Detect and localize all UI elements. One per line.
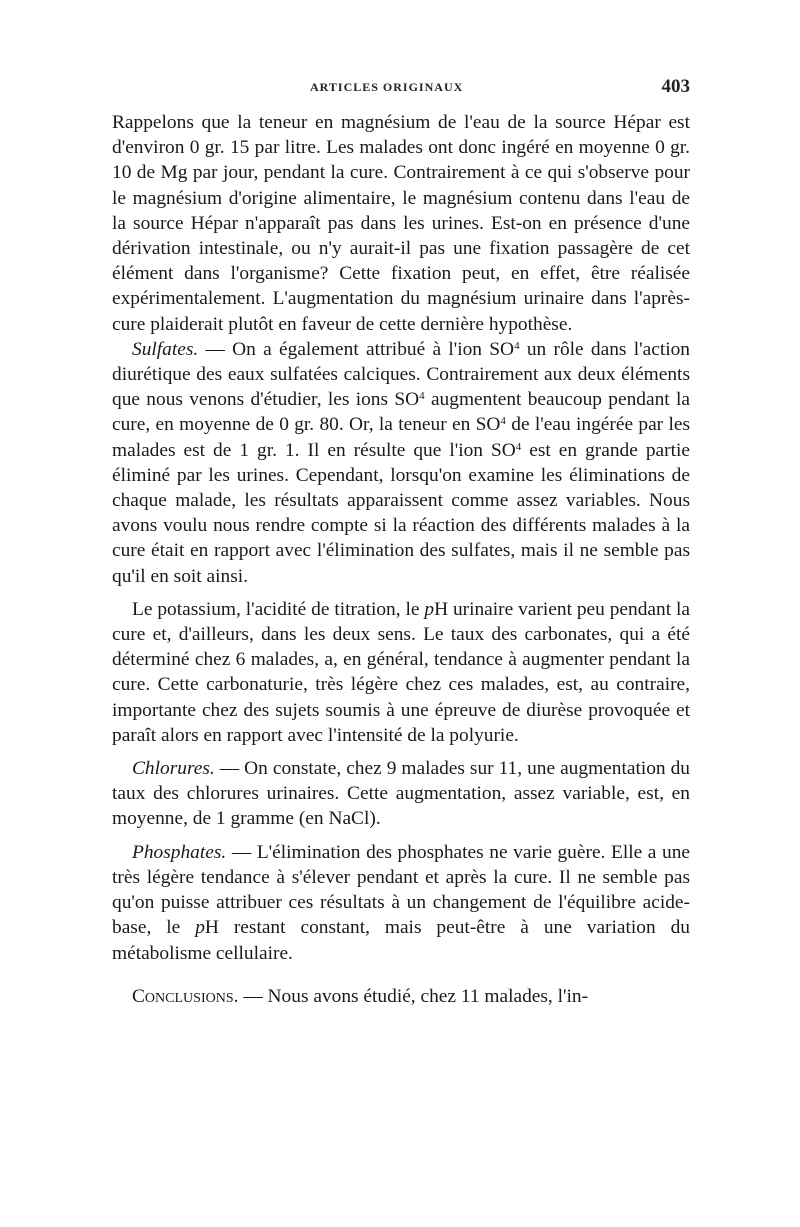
phosphates-text-2: H restant constant, mais peut-être à une variation du métabolisme cellulaire. [112,917,691,964]
paragraph-conclusions [112,984,690,1009]
paragraph-phosphates [112,840,690,966]
potassium-text-2: H urinaire varient peu pendant la cure et, d'ailleurs, dans les deux sens. Le taux des carbonates, qui a été déterminé chez 6 malades, a, en général, tendance à augmenter pendant la cure. Cette carbonaturie, très légère chez ces malades, est, au contraire, importante chez des sujets soumis à une épreuve de diurèse provoquée et paraît alors en rapport avec l'intensité de la polyurie. [112,598,690,746]
sulfates-text-1: — On a également attribué à l'ion SO [198,338,515,360]
potassium-ph-italic: p [424,598,435,620]
paragraph-chlorures [112,756,690,832]
sulfates-superscript-4: 4 [515,440,522,453]
paragraph-sulfates [112,337,690,589]
conclusions-heading: Conclusions. [132,985,239,1007]
running-head: ARTICLES ORIGINAUX [310,80,464,94]
page-header [110,76,690,100]
sulfates-superscript-3: 4 [500,415,506,428]
phosphates-heading: Phosphates. [132,841,227,863]
phosphates-text-1: — L'élimination des phosphates ne varie guère. Elle a une très légère tendance à s'élever pendant et après la cure. Il ne semble pas qu'on puisse attribuer ces résultats à un changement de l'équilibre acide-base, le [112,841,690,939]
chlorures-text: — On constate, chez 9 malades sur 11, une augmentation du taux des chlorures urinaires. Cette augmentation, assez variable, est, en moyenne, de 1 gramme (en NaCl). [112,758,690,830]
sulfates-text-4: de l'eau ingérée par les malades est de 1 gr. 1. Il en résulte que l'ion SO [112,414,690,461]
sulfates-superscript-2: 4 [419,390,425,403]
potassium-text-1: Le potassium, l'acidité de titration, le [132,598,425,620]
paragraph-potassium [112,597,690,748]
phosphates-ph-italic: p [195,917,205,939]
sulfates-text-2: un rôle dans l'action diurétique des eaux sulfatées calciques. Contrairement aux deux éléments que nous venons d'étudier, les ions SO [112,338,690,411]
sulfates-text-5: est en grande partie éliminé par les urines. Cependant, lorsqu'on examine les éliminations de chaque malade, les résultats apparaissent comme assez variables. Nous avons voulu nous rendre compte si la réaction des différents malades à la cure était en rapport avec l'élimination des sulfates, mais il ne semble pas qu'il en soit ainsi. [112,439,690,587]
paragraph-magnesium: Rappelons que la teneur en magnésium de l'eau de la source Hépar est d'environ 0 gr. 15 par litre. Les malades ont donc ingéré en moyenne 0 gr. 10 de Mg par jour, pendant la cure. Contrairement à ce qui s'observe pour le magnésium d'origine alimentaire, le magnésium contenu dans l'eau de la source Hépar n'apparaît pas dans les urines. Est-on en présence d'une dérivation intestinale, ou n'y aurait-il pas une fixation passagère de cet élément dans l'organisme? Cette fixation peut, en effet, être réalisée expérimentalement. L'augmentation du magnésium urinaire dans l'après-cure plaiderait plutôt en faveur de cette dernière hypothèse. [112,112,690,335]
sulfates-text-3: augmentent beaucoup pendant la cure, en moyenne de 0 gr. 80. Or, la teneur en SO [112,389,690,436]
page-number: 403 [661,76,690,97]
sulfates-superscript-1: 4 [514,339,520,352]
conclusions-text: — Nous avons étudié, chez 11 malades, l'in- [238,985,589,1007]
article-body [112,110,690,1009]
chlorures-heading: Chlorures. [132,758,215,780]
sulfates-heading: Sulfates. [132,338,199,360]
